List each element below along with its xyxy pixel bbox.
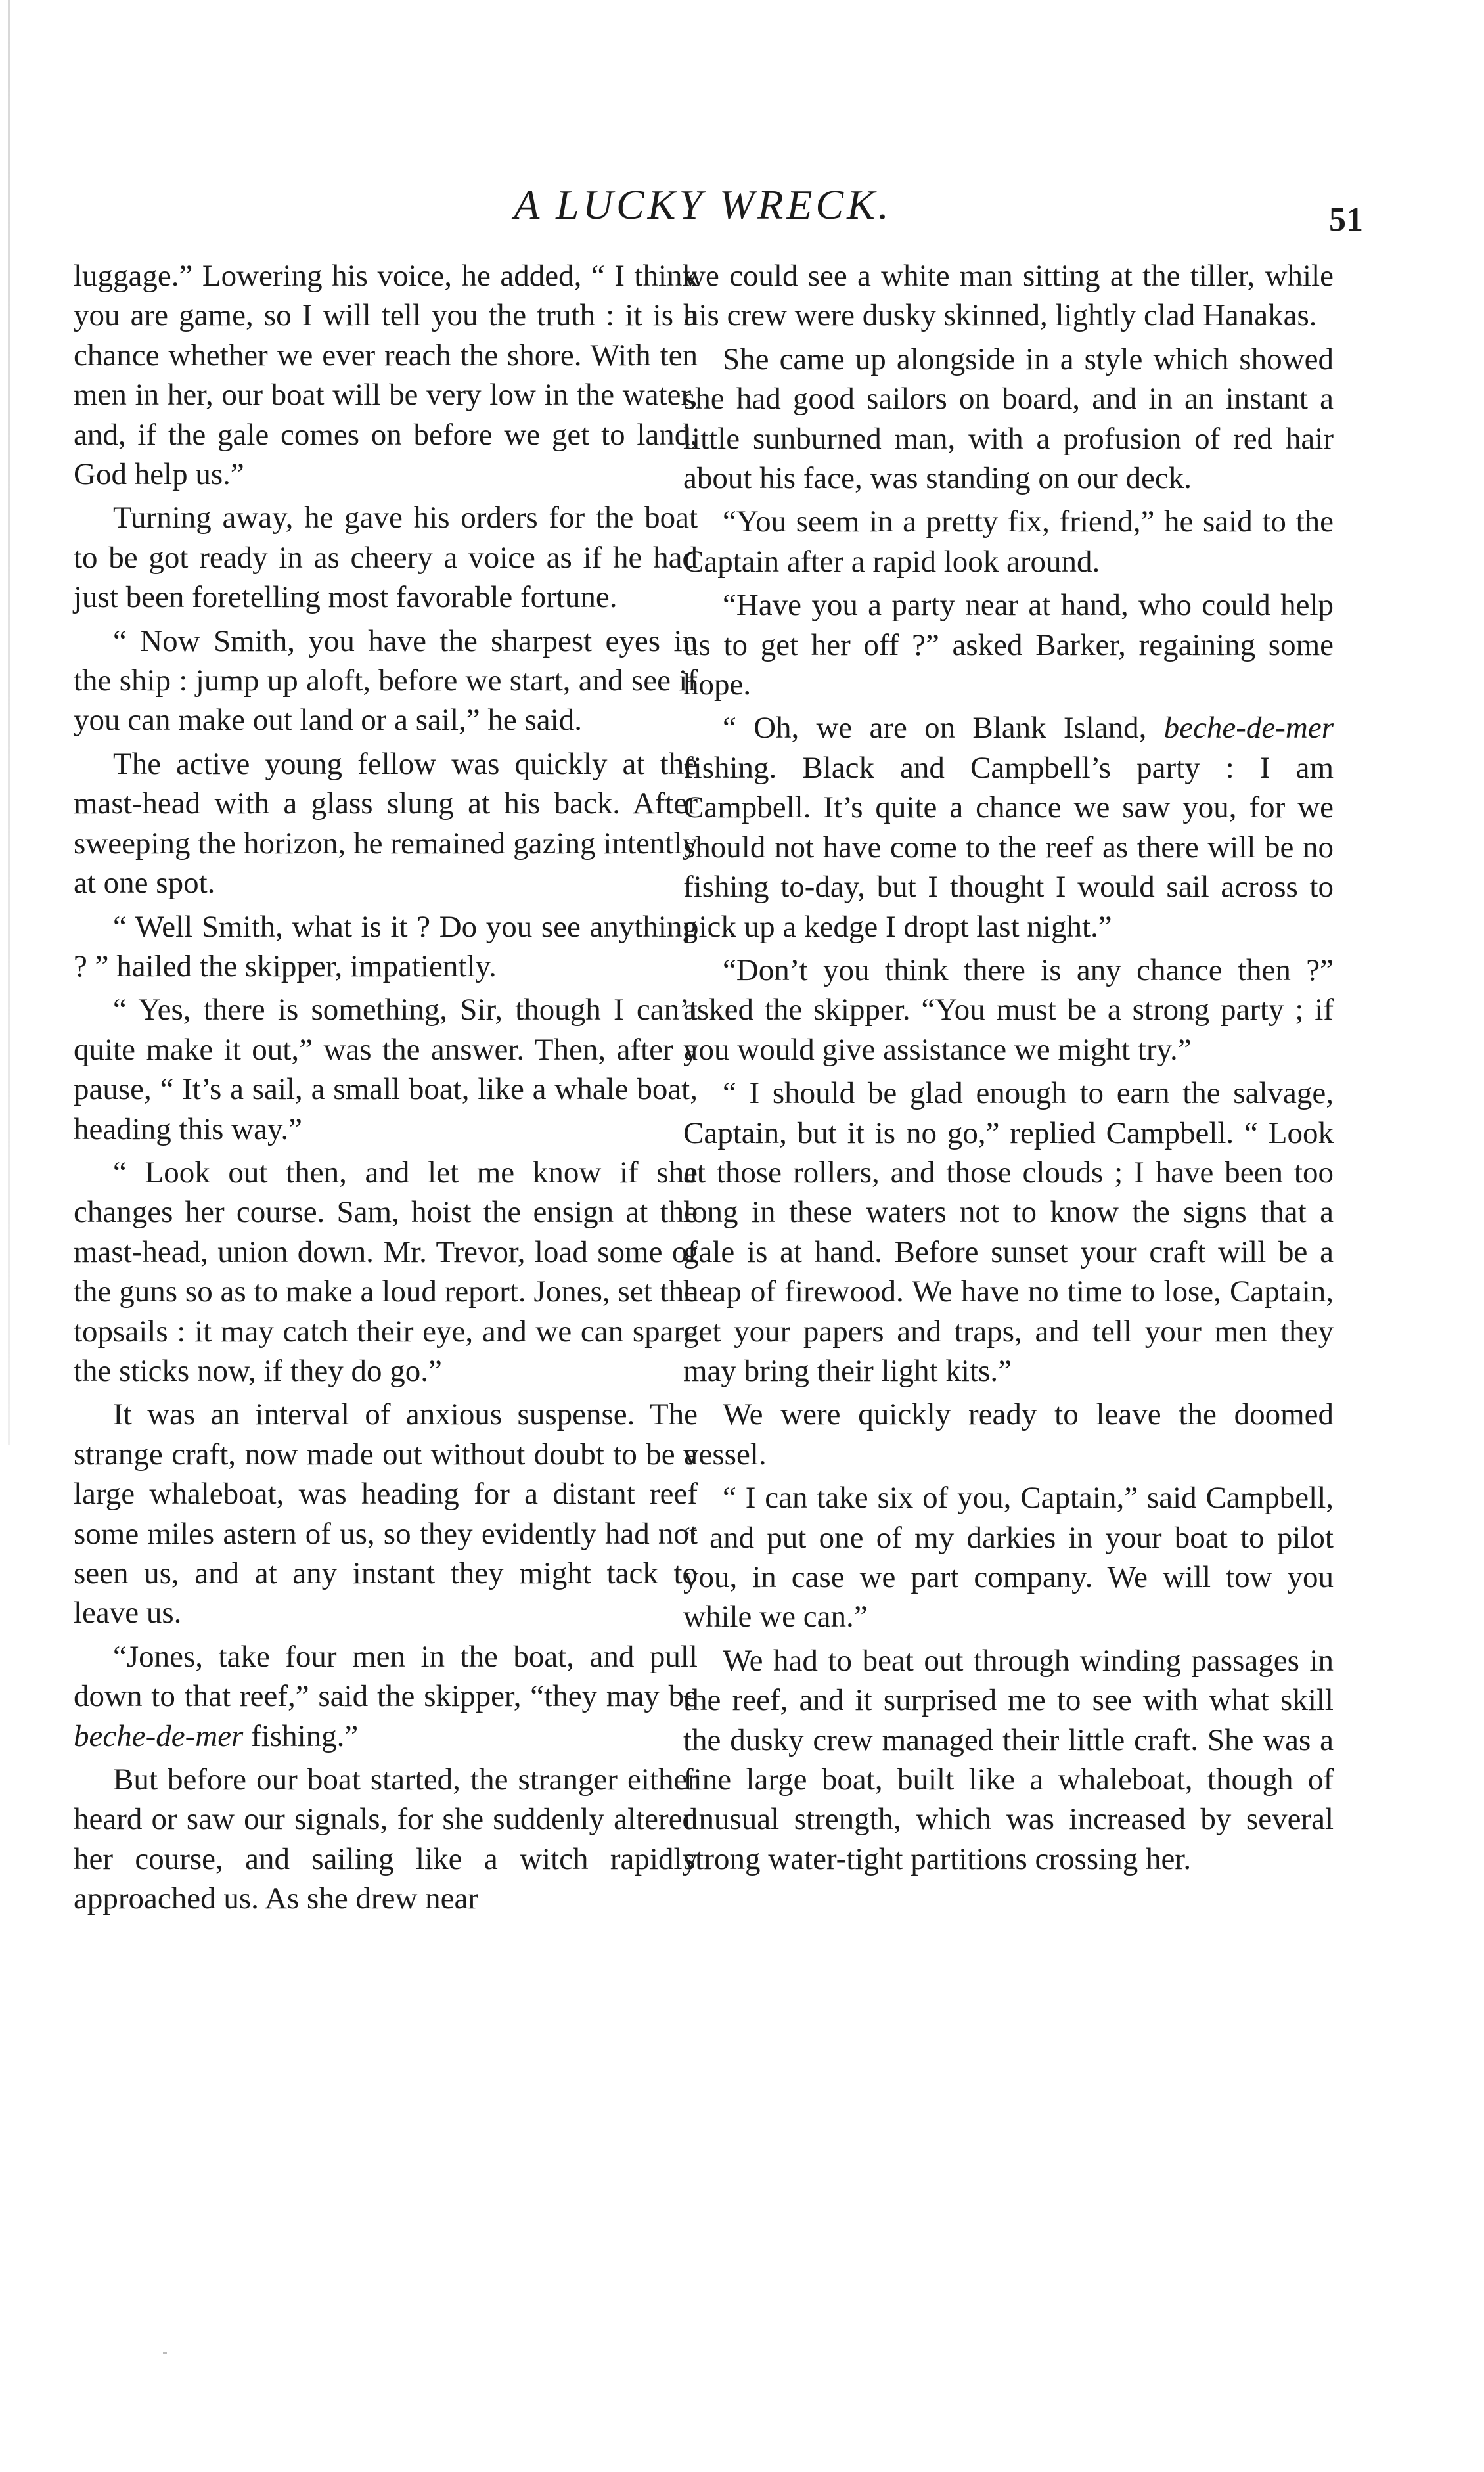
paragraph: “ Well Smith, what is it ? Do you see anything ? ” hailed the skipper, impatiently. (74, 909, 698, 983)
paragraph: “ I should be glad enough to earn the salvage, Captain, but it is no go,” replied Campbell. “ Look at those rollers, and those clouds ; I have been too long in these waters not to know the signs that a gale is at hand. Before sunset your craft will be a heap of firewood. We have no time to lose, Captain, get your papers and traps, and tell your men they may bring their light kits.” (683, 1076, 1334, 1388)
paragraph: “ Look out then, and let me know if she changes her course. Sam, hoist the ensign at the mast-head, union down. Mr. Trevor, load some of the guns so as to make a loud report. Jones, set the topsails : it may catch their eye, and we can spare the sticks now, if they do go.” (74, 1155, 698, 1388)
paragraph: “ Now Smith, you have the sharpest eyes in the ship : jump up aloft, before we start, and see if you can make out land or a sail,” he said. (74, 623, 698, 738)
paragraph: “ Oh, we are on Blank Island, beche-de-mer fishing. Black and Campbell’s party : I am Campbell. It’s quite a chance we saw you, for we should not have come to the reef as there will be no fishing to-day, but I thought I would sail across to pick up a kedge I dropt last night.” (683, 711, 1334, 944)
right-text-column (683, 256, 1334, 1883)
page-number: 51 (1329, 201, 1363, 238)
paragraph: “Have you a party near at hand, who could help us to get her off ?” asked Barker, regaining some hope. (683, 588, 1334, 702)
paragraph: “Jones, take four men in the boat, and pull down to that reef,” said the skipper, “they may be beche-de-mer fishing.” (74, 1639, 698, 1753)
paragraph: luggage.” Lowering his voice, he added, “ I think you are game, so I will tell you the truth : it is a chance whether we ever reach the shore. With ten men in her, our boat will be very low in the water, and, if the gale comes on before we get to land, God help us.” (74, 259, 698, 492)
paragraph: “Don’t you think there is any chance then ?” asked the skipper. “You must be a strong party ; if you would give assistance we might try.” (683, 953, 1334, 1067)
page-gutter-shadow (8, 0, 10, 1445)
paragraph: But before our boat started, the stranger either heard or saw our signals, for she suddenly altered her course, and sailing like a witch rapidly approached us. As she drew near (74, 1763, 698, 1916)
paragraph: “ Yes, there is something, Sir, though I can’t quite make it out,” was the answer. Then, after a pause, “ It’s a sail, a small boat, like a whale boat, heading this way.” (74, 993, 698, 1146)
left-text-column (74, 256, 698, 1923)
paragraph: We had to beat out through winding passages in the reef, and it surprised me to see with what skill the dusky crew managed their little craft. She was a fine large boat, built like a whaleboat, though of unusual strength, which was increased by several strong water-tight partitions crossing her. (683, 1643, 1334, 1876)
paragraph: “You seem in a pretty fix, friend,” he said to the Captain after a rapid look around. (683, 505, 1334, 579)
paragraph: She came up alongside in a style which showed she had good sailors on board, and in an instant a little sunburned man, with a profusion of red hair about his face, was standing on our deck. (683, 342, 1334, 496)
paragraph: We were quickly ready to leave the doomed vessel. (683, 1397, 1334, 1472)
paragraph: “ I can take six of you, Captain,” said Campbell, “ and put one of my darkies in your boat to pilot you, in case we part company. We will tow you while we can.” (683, 1481, 1334, 1634)
paragraph: It was an interval of anxious suspense. The strange craft, now made out without doubt to be a large whaleboat, was heading for a distant reef some miles astern of us, so they evidently had not seen us, and at any instant they might tack to leave us. (74, 1397, 698, 1630)
paragraph: we could see a white man sitting at the tiller, while his crew were dusky skinned, lightly clad Hanakas. (683, 259, 1334, 333)
paragraph: Turning away, he gave his orders for the boat to be got ready in as cheery a voice as if he had just been foretelling most favorable fortune. (74, 501, 698, 615)
paragraph: The active young fellow was quickly at the mast-head with a glass slung at his back. After sweeping the horizon, he remained gazing intently at one spot. (74, 746, 698, 901)
ink-speck (163, 2352, 167, 2354)
running-head: A LUCKY WRECK. (514, 181, 892, 228)
